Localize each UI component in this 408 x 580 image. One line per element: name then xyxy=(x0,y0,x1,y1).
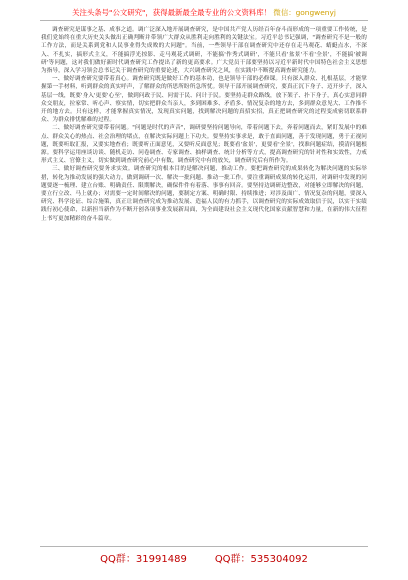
body-paragraph: 三、做好调查研究要务求实效。调查研究的根本目的是解决问题，推动工作。要把调查研究的成果转化为解决问题的实际举措，转化为推动发展的强大动力，做到调研一次、解决一批问题、推动一批工作。要注重调研成果的转化运用，对调研中发现的问题要逐一梳理、建立台账、明确责任、限期解决，确保件件有着落、事事有回音。要坚持边调研边整改，对能够立即解决的问题，要立行立改、马上就办；对需要一定时间解决的问题，要制定方案、明确时限、持续推进；对涉及面广、情况复杂的问题，要深入研究、科学论证、综合施策，真正让调查研究成为推动发展、造福人民的有力抓手，以调查研究的实际成效取信于民，以实干实绩践行初心使命，以新担当新作为不断开创各项事业发展新局面，为全面建设社会主义现代化国家贡献智慧和力量，在新的伟大征程上书写更加精彩的奋斗篇章。 xyxy=(41,166,367,222)
banner-wechat-text: 微信：gongwenyj xyxy=(273,8,336,17)
banner-promo-text: 关注头条号"公文研究"，获得最新最全最专业的公文资料库！ xyxy=(72,8,272,17)
footer-divider xyxy=(40,546,368,547)
footer-qq-group-1: QQ群：31991489 xyxy=(100,554,187,565)
header-banner xyxy=(40,6,368,20)
document-body xyxy=(41,26,367,541)
body-paragraph: 调查研究是谋事之基、成事之道。调广泛深入地开展调查研究，是中国共产党人历经百年奋斗而形成的一项重要工作传统，是我们党始终在重大历史关头做出正确判断并带领广大群众从胜利走向胜利的关键法宝。习近平总书记强调，"调查研究不是一般的工作方法，而是关系到党和人民事业得失成败的大问题"。当前，一些领导干部在调查研究中还存在走马观花、蜻蜓点水，不深入、不扎实，搞形式主义，不能搞浮光掠影、走马观花式调研，不能搞'作秀式调研'，不能只看'盆景'不看'全景'，不能搞'被调研'等问题，这对我们做好新时代调查研究工作提出了新的更高要求。广大党员干部要坚持以习近平新时代中国特色社会主义思想为指导，深入学习领会总书记关于调查研究的重要论述，大兴调查研究之风，在实践中不断提高调查研究能力。 xyxy=(41,27,367,75)
header-divider xyxy=(40,20,368,21)
body-paragraph: 二、做好调查研究要带着问题。"问题是时代的声音"，调研要坚持问题导向，带着问题下去，奔着问题而去，紧盯发展中的难点、群众关心的热点、社会治理的堵点，在解决实际问题上下功夫。要坚持实事求是，敢于直面问题，善于发现问题，勇于正视问题，既要听取汇报，又要实地查看；既要听正面意见，又要听反面意见；既要看'盆景'，更要看'全景'，找准问题症结，摸清问题根源。要科学运用座谈访谈、随机走访、问卷调查、专家调查、抽样调查、统计分析等方式，提高调查研究的针对性和实效性，力戒形式主义、官僚主义，切实做到调查研究前心中有数，调查研究中有的放矢，调查研究后有所作为。 xyxy=(41,125,367,165)
footer-contact xyxy=(0,552,408,568)
body-paragraph: 一、做好调查研究要带着真心。调查研究既是做好工作的基本功，也是领导干部的必修课。只有深入群众、扎根基层，才能掌握第一手材料，听到群众的真实呼声，了解群众的所思所盼所急所忧。领导干部开展调查研究，要真正沉下身子、迈开步子，深入基层一线，既要'身入'更要'心至'，做到问政于民、问需于民、问计于民。要坚持走群众路线，放下架子、扑下身子，真心实意同群众交朋友，拉家常、听心声、察实情，切实把群众当亲人，多到困难多、矛盾多、情况复杂的地方去，多到群众意见大、工作推不开的地方去。只有这样，才能掌握真实情况，发现真实问题，找到解决问题的真招实招，真正把调查研究的过程变成密切联系群众、为群众排忧解难的过程。 xyxy=(41,76,367,124)
footer-qq-group-2: QQ群：535304092 xyxy=(214,554,308,565)
